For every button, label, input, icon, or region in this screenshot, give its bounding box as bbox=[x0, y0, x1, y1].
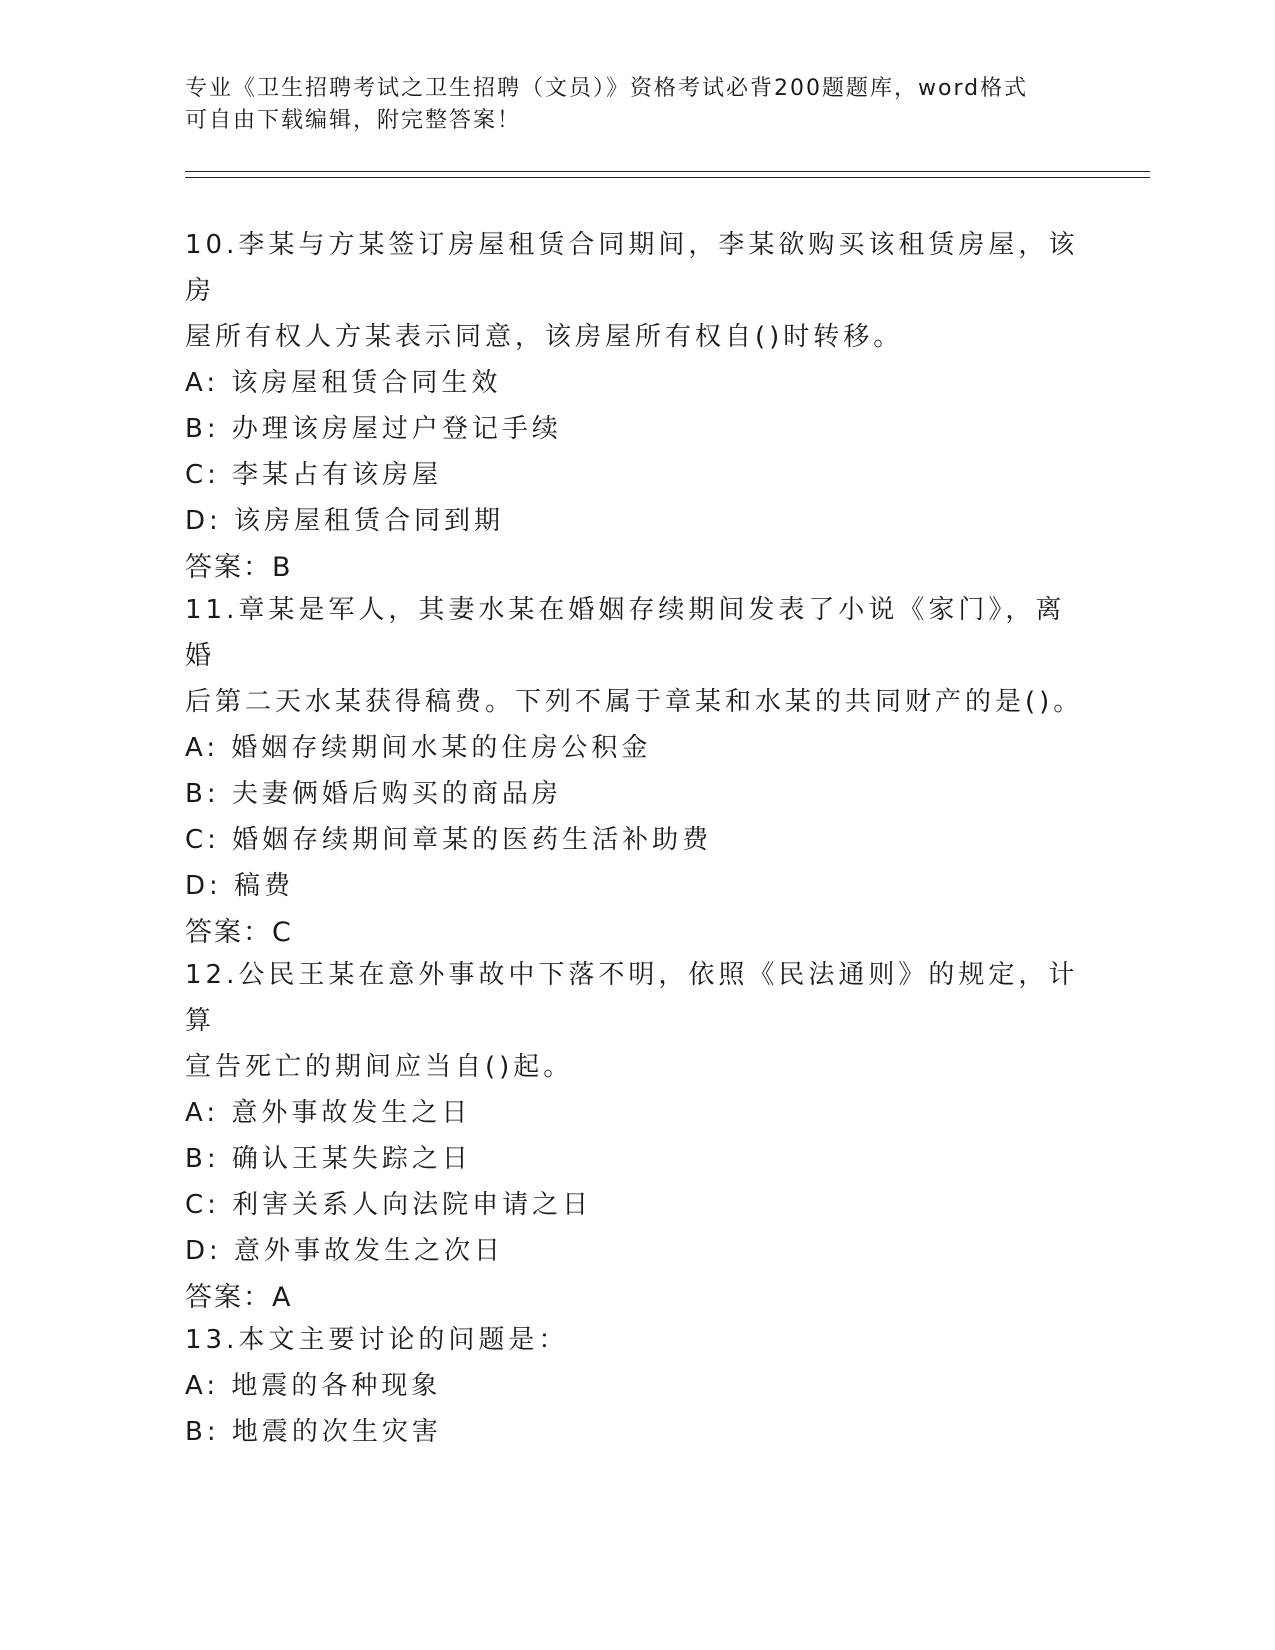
header-line-1: 专业《卫生招聘考试之卫生招聘（文员）》资格考试必背200题题库，word格式 bbox=[185, 76, 1029, 101]
question-stem-line-1: 12.公民王某在意外事故中下落不明，依照《民法通则》的规定，计算 bbox=[185, 960, 1079, 1036]
document-header bbox=[185, 73, 1065, 137]
option-a: A: 婚姻存续期间水某的住房公积金 bbox=[185, 733, 652, 763]
option-b: B: 确认王某失踪之日 bbox=[185, 1144, 472, 1174]
question-10 bbox=[185, 222, 1085, 592]
header-divider-top bbox=[185, 171, 1150, 172]
option-c: C: 利害关系人向法院申请之日 bbox=[185, 1190, 593, 1220]
option-d: D: 稿费 bbox=[185, 871, 295, 901]
option-b: B: 地震的次生灾害 bbox=[185, 1417, 442, 1447]
header-line-2: 可自由下载编辑，附完整答案！ bbox=[185, 108, 522, 133]
option-c: C: 婚姻存续期间章某的医药生活补助费 bbox=[185, 825, 713, 855]
option-a: A: 该房屋租赁合同生效 bbox=[185, 368, 502, 398]
option-a: A: 地震的各种现象 bbox=[185, 1371, 442, 1401]
question-stem-line-2: 后第二天水某获得稿费。下列不属于章某和水某的共同财产的是()。 bbox=[185, 687, 1084, 717]
question-stem-line-1: 11.章某是军人，其妻水某在婚姻存续期间发表了小说《家门》，离婚 bbox=[185, 595, 1066, 671]
question-12 bbox=[185, 952, 1085, 1322]
option-b: B: 夫妻俩婚后购买的商品房 bbox=[185, 779, 562, 809]
question-stem-line-1: 10.李某与方某签订房屋租赁合同期间，李某欲购买该租赁房屋，该房 bbox=[185, 230, 1079, 306]
option-d: D: 意外事故发生之次日 bbox=[185, 1236, 505, 1266]
question-stem-line-2: 宣告死亡的期间应当自()起。 bbox=[185, 1052, 574, 1082]
question-11 bbox=[185, 587, 1085, 957]
option-d: D: 该房屋租赁合同到期 bbox=[185, 506, 505, 536]
option-c: C: 李某占有该房屋 bbox=[185, 460, 443, 490]
question-stem-line-1: 13.本文主要讨论的问题是： bbox=[185, 1325, 569, 1355]
option-a: A: 意外事故发生之日 bbox=[185, 1098, 472, 1128]
question-stem-line-2: 屋所有权人方某表示同意，该房屋所有权自()时转移。 bbox=[185, 322, 904, 352]
option-b: B: 办理该房屋过户登记手续 bbox=[185, 414, 562, 444]
header-divider-bottom bbox=[185, 177, 1150, 178]
question-13 bbox=[185, 1317, 1085, 1455]
answer: 答案：B bbox=[185, 552, 293, 583]
answer: 答案：C bbox=[185, 917, 293, 948]
answer: 答案：A bbox=[185, 1282, 293, 1313]
